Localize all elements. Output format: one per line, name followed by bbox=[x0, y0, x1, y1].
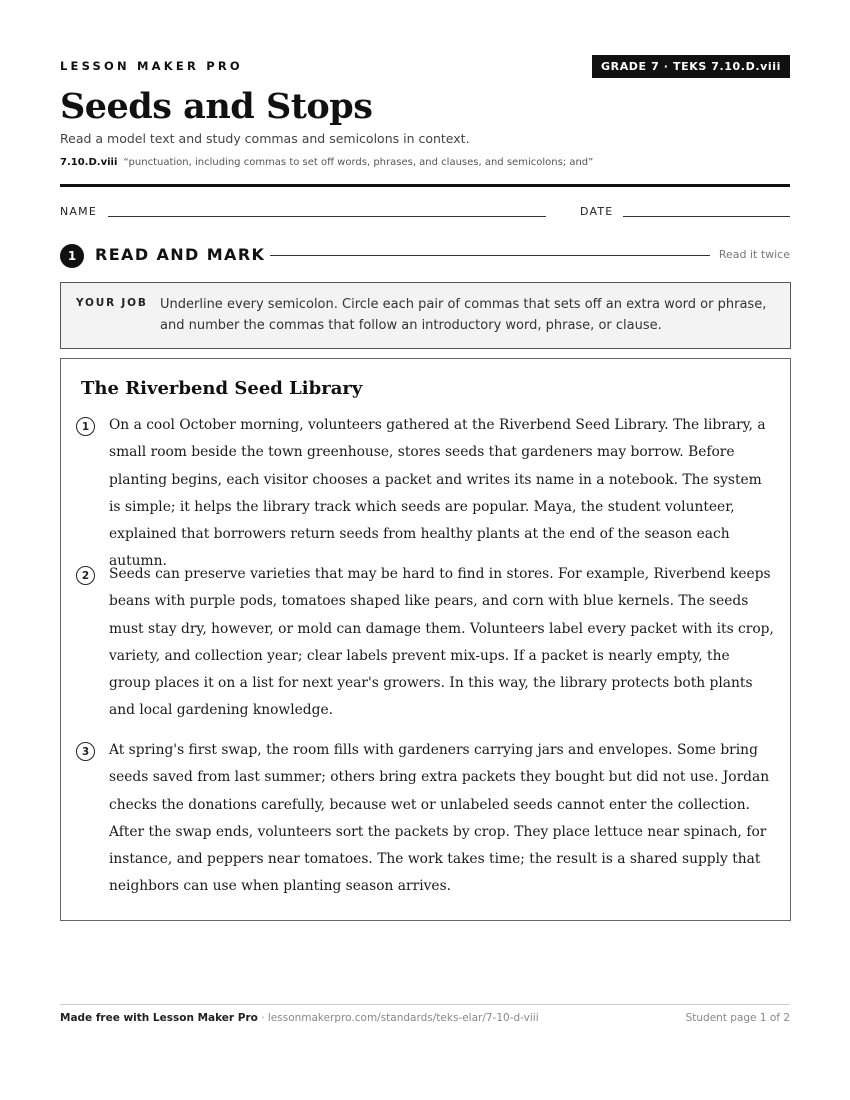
standard-code: 7.10.D.viii bbox=[60, 157, 118, 168]
paragraph-number: 2 bbox=[76, 566, 95, 585]
footer-credit bbox=[60, 1012, 539, 1024]
name-label: NAME bbox=[60, 205, 97, 218]
section-title: READ AND MARK bbox=[95, 245, 266, 264]
page-title: Seeds and Stops bbox=[60, 86, 373, 127]
job-instructions: Underline every semicolon. Circle each pair of commas that sets off an extra word or phrase, and number the commas that follow an introductory word, phrase, or clause. bbox=[160, 297, 767, 333]
footer-page-number: Student page 1 of 2 bbox=[685, 1012, 790, 1024]
brand-name: LESSON MAKER PRO bbox=[60, 59, 243, 73]
footer-url[interactable]: · lessonmakerpro.com/standards/teks-elar/7-10-d-viii bbox=[257, 1012, 539, 1024]
name-field[interactable] bbox=[108, 216, 546, 217]
job-label: YOUR JOB bbox=[76, 297, 148, 309]
standard-text: “punctuation, including commas to set off words, phrases, and clauses, and semicolons; and” bbox=[123, 157, 594, 168]
reading-passage bbox=[60, 358, 791, 921]
paragraph-text: At spring's first swap, the room fills with gardeners carrying jars and envelopes. Some bring seeds saved from last summer; others bring extra packets they bought but did not use. Jordan checks the donations carefully, because wet or unlabeled seeds cannot enter the collection. After the swap ends, volunteers sort the packets by crop. They place lettuce near spinach, for instance, and peppers near tomatoes. The work takes time; the result is a shared supply that neighbors can use when planting season arrives. bbox=[109, 742, 770, 895]
section-note: Read it twice bbox=[718, 248, 790, 261]
date-label: DATE bbox=[580, 205, 614, 218]
job-box bbox=[60, 282, 791, 349]
section-number-badge: 1 bbox=[60, 244, 84, 268]
grade-badge: GRADE 7 · TEKS 7.10.D.viii bbox=[592, 55, 790, 78]
paragraph-number: 1 bbox=[76, 417, 95, 436]
footer-made-with: Made free with Lesson Maker Pro bbox=[60, 1012, 258, 1024]
footer-divider bbox=[60, 1004, 790, 1005]
standard-line bbox=[60, 157, 593, 168]
passage-title: The Riverbend Seed Library bbox=[81, 378, 363, 399]
paragraph-text: Seeds can preserve varieties that may be hard to find in stores. For example, Riverbend keeps beans with purple pods, tomatoes shaped like pears, and corn with blue kernels. The seeds must stay dry, however, or mold can damage them. Volunteers label every packet with its crop, variety, and collection year; clear labels prevent mix-ups. If a packet is nearly empty, the group places it on a list for next year's growers. In this way, the library protects both plants and local gardening knowledge. bbox=[109, 566, 774, 719]
paragraph-text: On a cool October morning, volunteers gathered at the Riverbend Seed Library. The library, a small room beside the town greenhouse, stores seeds that gardeners may borrow. Before planting begins, each visitor chooses a packet and writes its name in a notebook. The system is simple; it helps the library track which seeds are popular. Maya, the student volunteer, explained that borrowers return seeds from healthy plants at the end of the season each autumn. bbox=[109, 417, 766, 570]
paragraph-number: 3 bbox=[76, 742, 95, 761]
header-divider bbox=[60, 184, 790, 187]
date-field[interactable] bbox=[623, 216, 790, 217]
section-rule bbox=[270, 255, 710, 256]
page-subtitle: Read a model text and study commas and semicolons in context. bbox=[60, 131, 470, 146]
